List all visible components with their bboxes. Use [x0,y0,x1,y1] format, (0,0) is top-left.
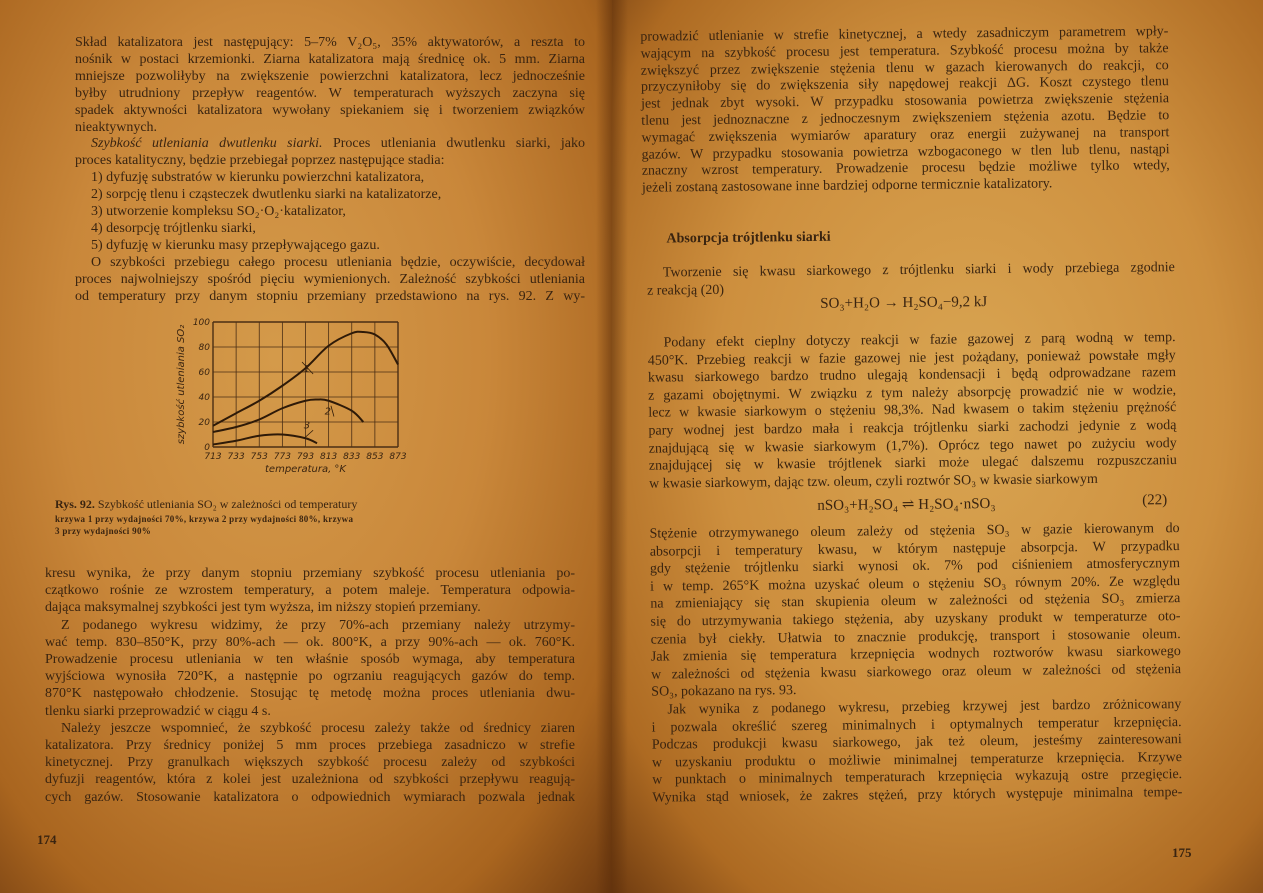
equation-20: SO₃+H₂O → H₂SO₄−9,2 kJ [820,294,988,312]
caption-note-1: krzywa 1 przy wydajności 70%, krzywa 2 przy wydajności 80%, krzywa [55,514,354,524]
line-text: wającym na szybkość procesu jest temperatura. Szybkość procesu można by także [640,40,1169,62]
text-line [45,704,575,720]
line-text: prowadzić utlenianie w strefie kinetycznej, a wtedy zasadniczym parametrem wpły- [640,24,1169,45]
line-text: i w temp. 265°K można uzyskać oleum o stężeniu SO₃ równym 20%. Ze względu [650,573,1181,595]
text-line [45,635,575,651]
x-axis-label: temperatura, °K [265,464,346,475]
text-line [45,583,575,599]
line-text: byłby utrudniony przepływ reagentów. W temperaturach wyższych zaczyna się [75,85,585,101]
line-text: kwasu siarkowego bardzo trudno ulegają kondensacji i będą odprowadzane razem [647,365,1177,386]
line-text: katalizatora. Przy średnicy poniżej 5 mm proces przebiega zasadniczo w strefie [45,738,575,753]
line-text: Z podanego wykresu widzimy, że przy 70%-ach przemiany należy utrzymy- [61,617,575,633]
line-text: 870°K następowało chłodzenie. Stosując tę metodę można proces utleniania dwu- [45,686,575,702]
y-tick-label: 100 [192,318,210,328]
line-text: 5) dyfuzję w kierunku masy przepływającego gazu. [91,237,380,253]
line-text: Proces utleniania dwutlenku siarki, jako [322,136,585,152]
text-line [75,86,585,102]
y-tick-label: 80 [198,343,210,353]
x-tick-label: 833 [343,452,361,462]
line-text: Stężenie otrzymywanego oleum zależy od stężenia SO₃ w gazie kierowanym do [649,521,1180,542]
series-2-leader [331,406,334,417]
line-text: proces katalityczny, będzie przebiegał poprzez następujące stadia: [75,153,445,169]
text-line [75,35,585,51]
line-text: dająca maksymalnej szybkości jest tym wyższa, im niższy stopień przemiany. [45,600,481,616]
figure-caption [55,497,357,512]
x-tick-label: 753 [250,452,268,462]
line-text: 3) utworzenie kompleksu SO₂·O₂·katalizator, [91,204,346,219]
x-tick-label: 853 [366,452,384,462]
text-line [649,471,1177,493]
equation-22: nSO₃+H₂SO₄ ⇌ H₂SO₄·nSO₃ [817,496,996,514]
x-tick-label: 793 [296,452,315,462]
line-text: gazów. W przypadku stosowania powietrza wzbogaconego w tlen lub tlenu, nastąpi [641,141,1170,163]
line-text: przyczyniłoby się do zwiększenia siły napędowej reakcji ΔG. Koszt czystego tlenu [640,74,1169,96]
text-line [91,255,585,271]
line-text: z gazami obojętnymi. W związku z tym należy absorpcję prowadzić nie w wodzie, [648,382,1177,404]
line-text: kinetycznej. Przy granulkach większych szybkość procesu zależy od szybkości [45,755,575,771]
book-gutter [596,0,628,893]
y-tick-label: 40 [198,393,210,403]
line-text: lecz w kwasie siarkowym o stężeniu 98,3%. Nad kwasem o takim stężeniu prężność [648,400,1177,422]
caption-label: Rys. 92. [55,497,95,511]
line-text: 2) sorpcję tlenu i cząsteczek dwutlenku siarki na katalizatorze, [91,187,442,203]
page-number-right: 175 [1172,845,1192,860]
x-tick-label: 773 [273,452,291,462]
line-text: Należy jeszcze wspomnieć, że szybkość procesu zależy także od średnicy ziaren [61,720,575,736]
x-tick-label: 733 [227,452,245,462]
text-line [91,187,585,203]
line-text: w punktach o minimalnych temperaturach krzepnięcia wykazują ostre przegięcie. [652,767,1183,789]
line-text: z reakcją (20) [646,282,725,299]
line-text: od temperatury przy danym stopniu przemiany przedstawiono na rys. 92. Z wy- [75,288,585,304]
text-line [75,153,585,169]
text-line [75,120,585,136]
line-text: tlenku siarki przeprowadzić w ciągu 4 s. [45,703,271,719]
line-text: w uzyskaniu produktu o możliwie minimalnej temperaturze krzepnięcia. Krzywe [651,749,1183,771]
text-line [91,170,585,186]
line-text: mniejsze pozwoliłyby na zwiększenie powierzchni katalizatora, lecz jednocześnie [75,68,585,84]
text-line [647,278,1175,300]
series-3-label: 3 [303,420,311,432]
y-tick-label: 20 [198,418,210,428]
line-text: 1) dyfuzję substratów w kierunku powierzchni katalizatora, [91,170,425,186]
line-text: zwiększyć przez zwiększenie stężenia tlenu w gazach kierowanych do reakcji, co [640,57,1169,79]
line-text: 450°K. Przebieg reakcji w fazie gazowej nie jest pożądany, ponieważ powstałe mgły [647,347,1176,369]
text-line [45,790,575,806]
line-text: jeżeli zostaną zastosowane inne bardziej odporne termicznie katalizatory. [641,176,1053,196]
y-tick-label: 60 [198,368,210,378]
line-text: jest jednak zbyt wysoki. W przypadku stosowania powietrza zwiększenie stężenia [641,91,1170,112]
y-tick-label: 0 [204,443,210,453]
text-line [45,772,575,788]
x-tick-label: 813 [320,452,338,462]
text-line [45,652,575,668]
line-text: i pozwala określić szereg minimalnych i optymalnych temperatur krzepnięcia. [651,714,1182,736]
line-text: SO₃, pokazano na rys. 93. [651,683,797,701]
line-text: Tworzenie się kwasu siarkowego z trójtlenku siarki i wody przebiega zgodnie [662,260,1175,281]
line-text: dyfuzji reagentów, która z kolei jest uzależniona od szybkości przepływu reagują- [45,772,575,788]
text-line [45,669,575,685]
line-text: pary wodnej jest bardzo mała i reakcja trójtlenku siarki zachodzi jedynie z wodą [648,418,1177,439]
line-text: Jak zmienia się temperatura krzepnięcia wodnych roztworów kwasu siarkowego [650,644,1181,665]
line-text: na zmieniający się stan skupienia oleum w zależności od stężenia SO₃ zmierza [650,591,1181,613]
series-3-curve [213,434,317,444]
text-line [61,618,575,634]
text-line [91,221,585,237]
line-text: czątkowo rośnie ze wzrostem temperatury, a potem maleje. Temperatura odpowia- [45,583,575,599]
line-text: w zależności od stężenia kwasu siarkowego oraz oleum w zależności od stężenia [650,661,1182,683]
text-line [75,272,585,288]
series-1-label: 1 [303,364,311,375]
line-text: znajdującą się w kwasie siarkowym (1,7%). Oprócz tego nawet po zużyciu wody [648,435,1177,457]
series-2-label: 2 [324,406,331,418]
line-text: kresu wynika, że przy danym stopniu przemiany szybkość procesu utleniania po- [45,566,575,581]
line-text: wymagać zwiększenia wymiarów aparatury oraz energii zużywanej na transport [641,124,1170,146]
right-page [612,0,1263,893]
series-2-curve [213,399,363,432]
line-text: Wynika stąd wniosek, że zakres stężeń, przy których występuje minimalna tempe- [652,785,1183,806]
line-text: Podany efekt cieplny dotyczy reakcji w fazie gazowej z parą wodną w temp. [663,330,1176,351]
line-text: nośnik w postaci krzemionki. Ziarna katalizatora mają średnicę ok. 5 mm. Ziarna [75,51,585,67]
line-text: wać temp. 830–850°K, przy 80%-ach — ok. 800°K, a przy 90%-ach — ok. 760°K. [45,634,575,650]
text-line [45,755,575,771]
line-text: w kwasie siarkowym, dając tzw. oleum, czyli roztwór SO₃ w kwasie siarkowym [648,471,1098,492]
line-text: tlenu jest jednoznaczne z jednoczesnym zwiększeniem stężenia azotu. Będzie to [641,108,1170,129]
text-line [75,69,585,85]
line-text: znaczny wzrost temperatury. Prowadzenie procesu będzie możliwe tylko wtedy, [641,158,1170,180]
text-line [91,204,585,220]
left-page [0,0,612,893]
italic-run-in-heading: Szybkość utleniania dwutlenku siarki. [91,136,323,152]
line-text: Skład katalizatora jest następujący: 5–7% V₂O₅, 35% aktywatorów, a reszta to [75,35,585,50]
line-text: Prowadzenie procesu utleniania w ten właśnie sposób wymaga, aby temperatura [45,652,575,667]
text-line [45,600,575,616]
line-text: absorpcji i temperatury kwasu, w którym następuje absorpcja. W przypadku [649,538,1180,560]
text-line [61,721,575,737]
line-text: 4) desorpcję trójtlenku siarki, [91,220,256,236]
text-line [45,566,575,582]
text-line [75,52,585,68]
text-line [91,238,585,254]
line-text: się do utrzymywania takiego stężenia, aby uzyskany produkt w temperaturze oto- [650,609,1181,630]
line-text: spadek aktywności katalizatora wywołany spiekaniem się i tworzeniem związków [75,102,585,118]
x-tick-label: 873 [389,452,407,462]
right-page-text [612,0,1263,893]
series-3-leader [306,430,314,437]
line-text: Podczas produkcji kwasu siarkowego, jak też oleum, jesteśmy zainteresowani [651,732,1182,753]
line-text: nieaktywnych. [75,119,158,135]
section-heading: Absorpcja trójtlenku siarki [666,229,831,247]
line-text: Jak wynika z podanego wykresu, przebieg krzywej jest bardzo zróżnicowany [667,697,1182,718]
text-line [45,738,575,754]
line-text: cych gazów. Stosowanie katalizatora o odpowiednich wymiarach pozwala jednak [45,789,575,805]
line-text: czenia był ciekły. Ułatwia to znacznie produkcję, transport i stosowanie oleum. [650,626,1181,648]
text-line [91,136,585,152]
equation-22-number: (22) [1142,492,1168,509]
page-number-left: 174 [37,832,57,847]
y-axis-label: szybkość utleniania SO₂ [176,324,187,445]
figure-92-chart [160,305,420,485]
caption-note-2: 3 przy wydajności 90% [55,526,152,536]
text-line [75,289,585,305]
line-text: proces najwolniejszy spośród pięciu wymienionych. Zależność szybkości utleniania [75,271,585,287]
line-text: O szybkości przebiegu całego procesu utleniania będzie, oczywiście, decydował [91,254,585,270]
line-text: gdy stężenie trójtlenku siarki wynosi ok. 7% pod ciśnieniem atmosferycznym [649,556,1181,577]
caption-title: Szybkość utleniania SO₂ w zależności od temperatury [97,497,358,511]
line-text: znajdującej się w kwasie trójtlenek siarki może ulegać dalszemu rozpuszczaniu [648,453,1177,474]
text-line [45,686,575,702]
line-text: wyjściowa wynosiła 720°K, a następnie po ogrzaniu reagujących gazów do temp. [45,669,575,685]
text-line [652,785,1182,807]
text-line [75,103,585,119]
x-tick-label: 713 [204,452,222,462]
